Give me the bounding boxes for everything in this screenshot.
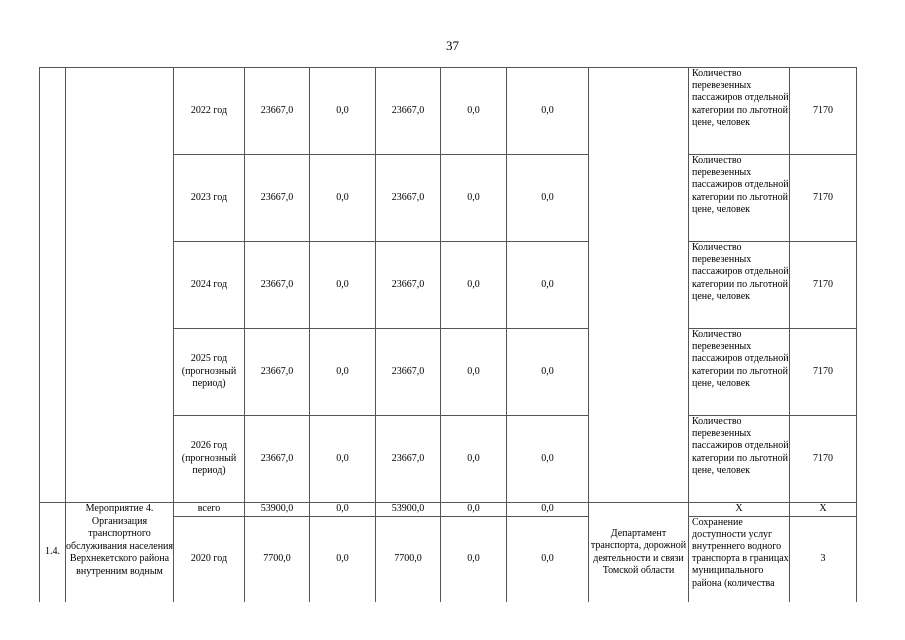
indicator-value-cell: 7170 (790, 329, 857, 416)
total-cell: 23667,0 (245, 242, 310, 329)
federal-cell: 0,0 (310, 416, 376, 503)
period-cell: 2023 год (174, 155, 245, 242)
measure-name: Мероприятие 4. Организация транспортного обслуживания населения Верхнекетского района внутренним водным (66, 503, 174, 603)
indicator-cell: Х (689, 503, 790, 517)
other-cell: 0,0 (507, 155, 589, 242)
local-cell: 0,0 (441, 329, 507, 416)
federal-cell: 0,0 (310, 242, 376, 329)
regional-cell: 23667,0 (376, 416, 441, 503)
indicator-cell: Количество перевезенных пассажиров отдельной категории по льготной цене, человек (689, 68, 790, 155)
regional-cell: 23667,0 (376, 242, 441, 329)
total-cell: 23667,0 (245, 329, 310, 416)
federal-cell: 0,0 (310, 155, 376, 242)
period-cell: 2025 год (прогнозный период) (174, 329, 245, 416)
federal-cell: 0,0 (310, 516, 376, 602)
period-cell: 2022 год (174, 68, 245, 155)
other-cell: 0,0 (507, 329, 589, 416)
local-cell: 0,0 (441, 242, 507, 329)
total-cell: 53900,0 (245, 503, 310, 517)
indicator-value-cell: 7170 (790, 155, 857, 242)
indicator-value-cell: 7170 (790, 416, 857, 503)
indicator-value-cell: Х (790, 503, 857, 517)
regional-cell: 7700,0 (376, 516, 441, 602)
period-cell: всего (174, 503, 245, 517)
federal-cell: 0,0 (310, 503, 376, 517)
local-cell: 0,0 (441, 503, 507, 517)
regional-cell: 23667,0 (376, 329, 441, 416)
other-cell: 0,0 (507, 416, 589, 503)
indicator-cell: Сохранение доступности услуг внутреннего водного транспорта в границах муниципального района (количества (689, 516, 790, 602)
indicator-value-cell: 3 (790, 516, 857, 602)
other-cell: 0,0 (507, 68, 589, 155)
other-cell: 0,0 (507, 242, 589, 329)
period-cell: 2024 год (174, 242, 245, 329)
program-table (39, 67, 857, 602)
local-cell: 0,0 (441, 155, 507, 242)
regional-cell: 53900,0 (376, 503, 441, 517)
indicator-cell: Количество перевезенных пассажиров отдельной категории по льготной цене, человек (689, 155, 790, 242)
other-cell: 0,0 (507, 503, 589, 517)
other-cell: 0,0 (507, 516, 589, 602)
local-cell: 0,0 (441, 68, 507, 155)
table-row (40, 68, 857, 155)
regional-cell: 23667,0 (376, 155, 441, 242)
regional-cell: 23667,0 (376, 68, 441, 155)
period-cell: 2026 год (прогнозный период) (174, 416, 245, 503)
total-cell: 23667,0 (245, 155, 310, 242)
indicator-value-cell: 7170 (790, 68, 857, 155)
local-cell: 0,0 (441, 516, 507, 602)
measure-number: 1.4. (40, 503, 66, 603)
indicator-cell: Количество перевезенных пассажиров отдельной категории по льготной цене, человек (689, 416, 790, 503)
indicator-cell: Количество перевезенных пассажиров отдельной категории по льготной цене, человек (689, 242, 790, 329)
total-cell: 23667,0 (245, 68, 310, 155)
executor-cell: Департамент транспорта, дорожной деятельности и связи Томской области (589, 503, 689, 603)
total-cell: 7700,0 (245, 516, 310, 602)
indicator-value-cell: 7170 (790, 242, 857, 329)
federal-cell: 0,0 (310, 329, 376, 416)
period-cell: 2020 год (174, 516, 245, 602)
table-row (40, 503, 857, 517)
total-cell: 23667,0 (245, 416, 310, 503)
federal-cell: 0,0 (310, 68, 376, 155)
indicator-cell: Количество перевезенных пассажиров отдельной категории по льготной цене, человек (689, 329, 790, 416)
executor-cell (589, 68, 689, 503)
local-cell: 0,0 (441, 416, 507, 503)
page-number: 37 (446, 38, 459, 53)
